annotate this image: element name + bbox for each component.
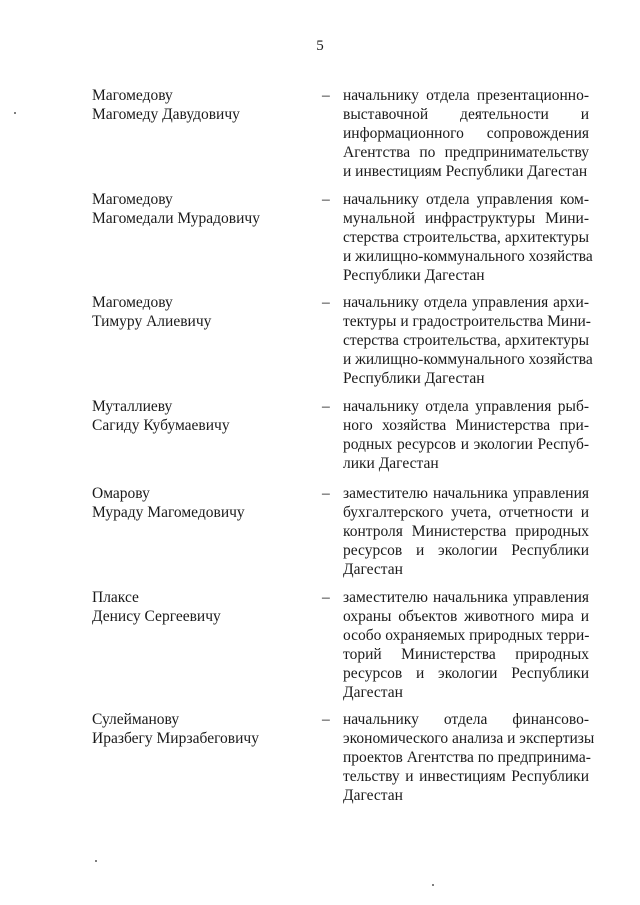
position-line: стерства строительства, архитектуры <box>343 332 589 349</box>
scan-speck <box>432 884 434 886</box>
position-line: начальнику отдела финансово- <box>343 711 589 728</box>
position-line: тельству и инвестициям Республики <box>343 768 589 785</box>
position-line: Дагестан <box>343 561 403 578</box>
scan-speck <box>95 860 97 862</box>
position-line: Дагестан <box>343 684 403 701</box>
position-description <box>343 293 593 388</box>
surname: Сулейманову <box>92 711 180 728</box>
position-line: и жилищно-коммунального хозяйства <box>343 351 593 368</box>
given-name: Сагиду Кубумаевичу <box>92 417 230 434</box>
position-description <box>343 588 589 702</box>
dash-separator: – <box>322 191 330 208</box>
position-line: начальнику отдела управления ком- <box>343 191 589 208</box>
given-name: Мураду Магомедовичу <box>92 504 245 521</box>
position-line: тектуры и градостроительства Мини- <box>343 313 591 330</box>
position-line: мунальной инфраструктуры Мини- <box>343 210 589 227</box>
surname: Муталлиеву <box>92 398 173 415</box>
position-line: заместителю начальника управления <box>343 485 589 502</box>
dash-separator: – <box>322 589 330 606</box>
position-line: лики Дагестан <box>343 455 439 472</box>
given-name: Иразбегу Мирзабеговичу <box>92 730 259 747</box>
person-name <box>92 588 312 626</box>
position-line: и инвестициям Республики Дагестан <box>343 163 588 180</box>
scan-speck <box>14 112 16 114</box>
position-line: начальнику отдела презентационно- <box>343 87 589 104</box>
position-line: родных ресурсов и экологии Респуб- <box>343 436 589 453</box>
position-line: ресурсов и экологии Республики <box>343 542 589 559</box>
position-line: контроля Министерства природных <box>343 523 589 540</box>
person-name <box>92 86 312 124</box>
given-name: Магомедали Мурадовичу <box>92 210 260 227</box>
position-line: выставочной деятельности и <box>343 106 589 123</box>
position-line: начальнику отдела управления архи- <box>343 294 589 311</box>
position-description <box>343 484 589 579</box>
given-name: Магомеду Давудовичу <box>92 106 240 123</box>
surname: Магомедову <box>92 294 173 311</box>
person-name <box>92 397 312 435</box>
position-line: информационного сопровождения <box>343 125 589 142</box>
position-line: Республики Дагестан <box>343 370 485 387</box>
position-description <box>343 710 595 805</box>
surname: Плаксе <box>92 589 139 606</box>
dash-separator: – <box>322 294 330 311</box>
position-description <box>343 397 589 473</box>
page-number: 5 <box>316 38 324 54</box>
person-name <box>92 293 312 331</box>
position-line: заместителю начальника управления <box>343 589 589 606</box>
position-line: Агентства по предпринимательству <box>343 144 589 161</box>
person-name <box>92 484 312 522</box>
person-name <box>92 190 312 228</box>
dash-separator: – <box>322 711 330 728</box>
position-description <box>343 86 589 181</box>
surname: Магомедову <box>92 191 173 208</box>
position-line: экономического анализа и экспертизы <box>343 730 595 747</box>
position-line: Дагестан <box>343 787 403 804</box>
person-name <box>92 710 312 748</box>
position-line: торий Министерства природных <box>343 646 589 663</box>
position-line: охраны объектов животного мира и <box>343 608 589 625</box>
dash-separator: – <box>322 87 330 104</box>
position-line: бухгалтерского учета, отчетности и <box>343 504 589 521</box>
position-description <box>343 190 593 285</box>
given-name: Тимуру Алиевичу <box>92 313 212 330</box>
dash-separator: – <box>322 398 330 415</box>
position-line: Республики Дагестан <box>343 267 485 284</box>
position-line: ресурсов и экологии Республики <box>343 665 589 682</box>
position-line: начальнику отдела управления рыб- <box>343 398 589 415</box>
dash-separator: – <box>322 485 330 502</box>
surname: Омарову <box>92 485 150 502</box>
position-line: стерства строительства, архитектуры <box>343 229 589 246</box>
position-line: проектов Агентства по предпринима- <box>343 749 591 766</box>
position-line: ного хозяйства Министерства при- <box>343 417 589 434</box>
position-line: и жилищно-коммунального хозяйства <box>343 248 593 265</box>
position-line: особо охраняемых природных терри- <box>343 627 590 644</box>
surname: Магомедову <box>92 87 173 104</box>
given-name: Денису Сергеевичу <box>92 608 221 625</box>
